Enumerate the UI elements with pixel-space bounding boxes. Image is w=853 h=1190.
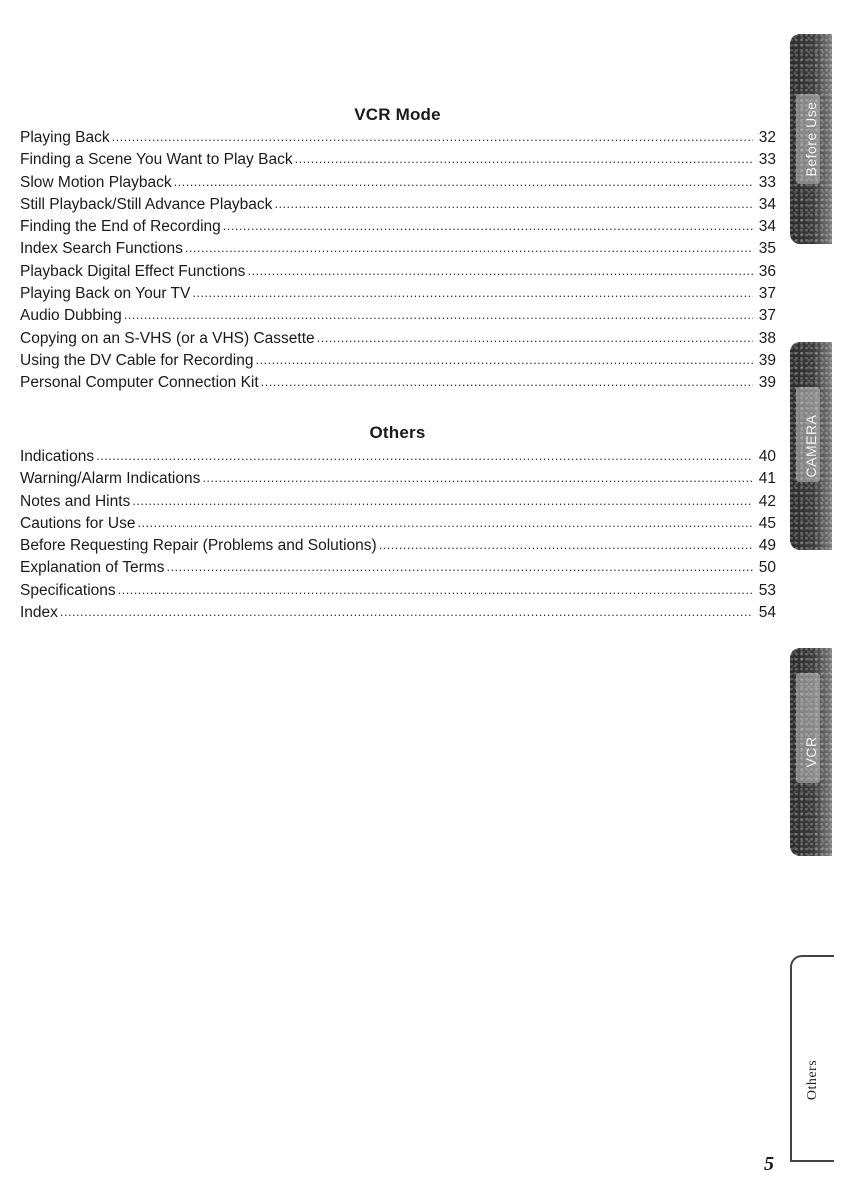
toc-dot-leader (174, 171, 753, 193)
toc-dot-leader (192, 282, 753, 304)
side-tab-others (790, 955, 834, 1162)
toc-entry (20, 372, 776, 394)
toc-entry (20, 305, 776, 327)
toc-entry-title: Finding the End of Recording (20, 218, 221, 236)
toc-entry-title: Index (20, 604, 58, 622)
toc-entry (20, 149, 776, 171)
toc-entry (20, 580, 776, 602)
side-tab-camera (790, 342, 832, 550)
toc-entry (20, 261, 776, 283)
toc-entry-title: Still Playback/Still Advance Playback (20, 195, 273, 213)
toc-entry-title: Before Requesting Repair (Problems and Solutions) (20, 537, 377, 555)
toc-dot-leader (185, 237, 753, 259)
toc-dot-leader (96, 445, 753, 467)
toc-entry (20, 602, 776, 624)
toc-entry-page-number: 39 (758, 374, 776, 392)
toc-entry (20, 328, 776, 350)
toc-entry-page-number: 45 (758, 514, 776, 532)
toc-entry (20, 513, 776, 535)
toc-entry-title: Audio Dubbing (20, 307, 122, 325)
toc-dot-leader (317, 327, 753, 349)
toc-dot-leader (261, 371, 753, 393)
toc-entry (20, 350, 776, 372)
toc-entry-page-number: 41 (758, 470, 776, 488)
toc-entry-title: Index Search Functions (20, 240, 183, 258)
side-tab-label: VCR (803, 736, 819, 768)
toc-entry-page-number: 49 (758, 537, 776, 555)
toc-entry (20, 194, 776, 216)
toc-dot-leader (118, 579, 753, 601)
toc-entry-page-number: 35 (758, 240, 776, 258)
toc-entry-title: Finding a Scene You Want to Play Back (20, 151, 293, 169)
section-heading-others: Others (369, 423, 426, 442)
toc-entry-page-number: 39 (758, 351, 776, 369)
toc-entry-page-number: 53 (758, 581, 776, 599)
toc-dot-leader (379, 534, 753, 556)
side-tab-before-use (790, 34, 832, 244)
toc-entry-page-number: 36 (758, 262, 776, 280)
toc-entry-page-number: 37 (758, 285, 776, 303)
toc-entry-page-number: 50 (758, 559, 776, 577)
toc-entry-page-number: 34 (758, 195, 776, 213)
toc-entry-page-number: 42 (758, 492, 776, 510)
toc-entry-page-number: 33 (758, 173, 776, 191)
toc-dot-leader (132, 490, 753, 512)
toc-dot-leader (124, 304, 753, 326)
toc-list-others (20, 446, 776, 624)
toc-entry-title: Playback Digital Effect Functions (20, 262, 246, 280)
toc-entry (20, 446, 776, 468)
side-tab-label: Others (805, 1059, 820, 1101)
toc-dot-leader (255, 349, 753, 371)
toc-list-vcr-mode (20, 127, 776, 395)
toc-entry-page-number: 33 (758, 151, 776, 169)
toc-entry-title: Copying on an S-VHS (or a VHS) Cassette (20, 329, 315, 347)
toc-dot-leader (274, 193, 753, 215)
toc-entry (20, 491, 776, 513)
side-tab-vcr (790, 648, 832, 856)
toc-dot-leader (137, 512, 753, 534)
toc-entry (20, 535, 776, 557)
section-heading-vcr-mode: VCR Mode (354, 105, 441, 124)
toc-entry-title: Warning/Alarm Indications (20, 470, 201, 488)
toc-dot-leader (60, 601, 753, 623)
toc-entry-title: Specifications (20, 581, 116, 599)
toc-entry (20, 127, 776, 149)
toc-dot-leader (295, 148, 753, 170)
toc-entry-page-number: 34 (758, 218, 776, 236)
toc-entry (20, 557, 776, 579)
toc-entry-page-number: 37 (758, 307, 776, 325)
toc-entry-page-number: 32 (758, 129, 776, 146)
toc-entry-title: Playing Back (20, 129, 110, 146)
toc-entry-title: Explanation of Terms (20, 559, 165, 577)
toc-dot-leader (247, 260, 753, 282)
bottom-rule (792, 1160, 834, 1162)
toc-entry-page-number: 40 (758, 448, 776, 465)
toc-dot-leader (202, 467, 753, 489)
toc-entry (20, 216, 776, 238)
toc-entry-title: Personal Computer Connection Kit (20, 374, 259, 392)
toc-entry (20, 172, 776, 194)
toc-dot-leader (112, 126, 753, 148)
toc-dot-leader (223, 215, 753, 237)
toc-entry-title: Cautions for Use (20, 514, 136, 532)
toc-entry-title: Slow Motion Playback (20, 173, 172, 191)
side-tab-label: CAMERA (803, 414, 819, 478)
toc-entry-title: Using the DV Cable for Recording (20, 351, 254, 369)
toc-entry (20, 283, 776, 305)
side-tab-label: Before Use (803, 101, 819, 177)
page-number: 5 (764, 1153, 774, 1175)
toc-entry (20, 238, 776, 260)
toc-entry-page-number: 38 (758, 329, 776, 347)
toc-entry (20, 468, 776, 490)
toc-entry-page-number: 54 (758, 604, 776, 622)
toc-dot-leader (166, 556, 753, 578)
toc-entry-title: Playing Back on Your TV (20, 285, 191, 303)
toc-entry-title: Notes and Hints (20, 492, 131, 510)
toc-entry-title: Indications (20, 448, 95, 465)
